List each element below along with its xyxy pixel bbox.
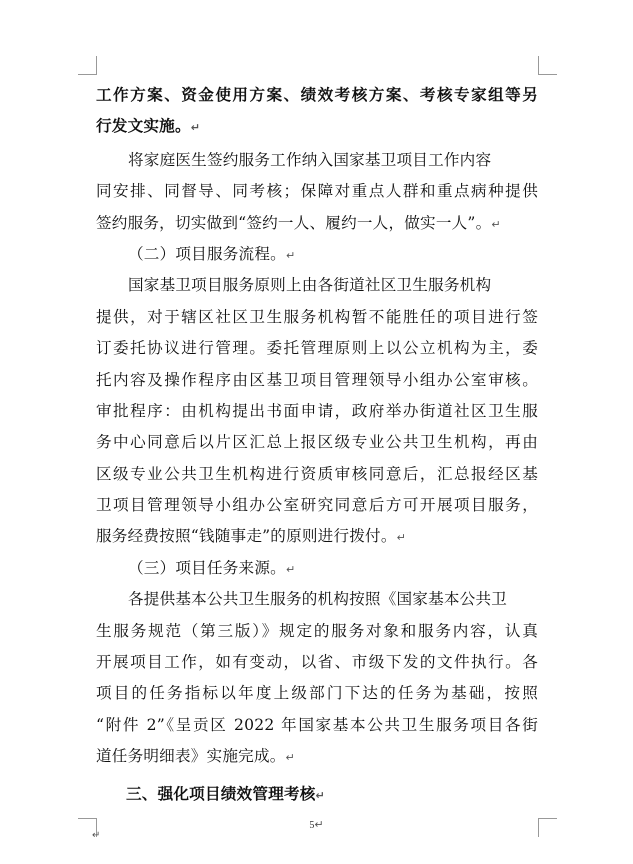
section-heading: （三）项目任务来源。↵ (128, 558, 296, 577)
document-body[interactable] (96, 80, 538, 810)
paragraph-mark-icon: ↵ (491, 217, 501, 231)
paragraph-mark-icon: ↵ (285, 562, 296, 576)
paragraph-mark-icon: ↵ (92, 830, 101, 841)
body-line: 签约服务，切实做到“签约一人、履约一人，做实一人”。↵ (96, 213, 501, 232)
paragraph-mark-icon: ↵ (396, 531, 407, 545)
body-line: 开展项目工作，如有变动，以省、市级下发的文件执行。各 (96, 653, 538, 672)
body-line: 各提供基本公共卫生服务的机构按照《国家基本公共卫 (128, 590, 508, 609)
body-line: 提供，对于辖区社区卫生服务机构暂不能胜任的项目进行签 (96, 307, 538, 326)
body-line: 托内容及操作程序由区基卫项目管理领导小组办公室审核。 (96, 370, 538, 389)
body-line: 项目的任务指标以年度上级部门下达的任务为基础，按照 (96, 684, 538, 703)
body-line: 道任务明细表》实施完成。↵ (96, 747, 295, 766)
body-line: 订委托协议进行管理。委托管理原则上以公立机构为主，委 (96, 339, 538, 358)
paragraph-mark-icon: ↵ (190, 121, 201, 135)
paragraph-mark-icon: ↵ (314, 818, 324, 831)
crop-mark-top-left (78, 56, 97, 75)
paragraph-mark-icon: ↵ (285, 248, 296, 262)
body-line: 服务经费按照“钱随事走”的原则进行拨付。↵ (96, 527, 407, 546)
body-line: 国家基卫项目服务原则上由各街道社区卫生服务机构 (128, 276, 492, 295)
body-line: 同安排、同督导、同考核；保障对重点人群和重点病种提供 (96, 182, 538, 201)
body-line: 生服务规范（第三版）》规定的服务对象和服务内容，认真 (96, 621, 538, 640)
body-line: 工作方案、资金使用方案、绩效考核方案、考核专家组等另 (96, 86, 538, 104)
body-line: 将家庭医生签约服务工作纳入国家基卫项目工作内容 (128, 150, 492, 169)
body-line: 卫项目管理领导小组办公室研究同意后方可开展项目服务， (96, 496, 538, 515)
paragraph-mark-icon: ↵ (285, 751, 295, 765)
section-heading: （二）项目服务流程。↵ (128, 244, 296, 263)
body-line: 区级专业公共卫生机构进行资质审核同意后，汇总报经区基 (96, 464, 538, 483)
body-line: 审批程序：由机构提出书面申请，政府举办街道社区卫生服 (96, 401, 538, 420)
crop-mark-top-right (538, 56, 557, 75)
body-line: 务中心同意后以片区汇总上报区级专业公共卫生机构，再由 (96, 433, 538, 452)
body-line: “附件 2”《呈贡区 2022 年国家基本公共卫生服务项目各街 (96, 715, 538, 734)
chapter-heading: 三、强化项目绩效管理考核↵ (126, 784, 325, 803)
body-line: 行发文实施。↵ (96, 117, 201, 136)
paragraph-mark-icon: ↵ (315, 788, 325, 802)
page-number: 5 (309, 820, 315, 831)
